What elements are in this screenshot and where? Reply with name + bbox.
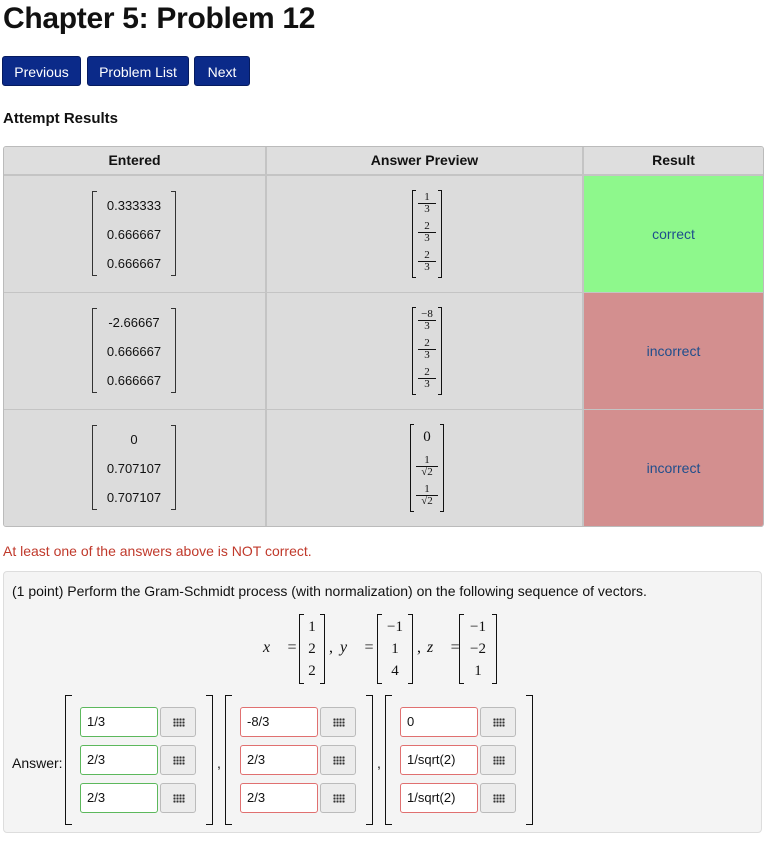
- answer-input[interactable]: 1/sqrt(2): [400, 745, 478, 775]
- vector-x: [299, 614, 325, 684]
- results-table: [3, 146, 764, 527]
- problem-box: [3, 571, 762, 833]
- vector-entry: 1: [474, 663, 482, 679]
- vector-z-label: z⃗ =: [427, 639, 461, 656]
- vector-entry: −1: [387, 619, 403, 635]
- preview-fraction: $\frac{1}{√2}$: [416, 455, 438, 478]
- answer-input[interactable]: -8/3: [240, 707, 318, 737]
- answer-matrix-2: [225, 695, 373, 825]
- vector-y: [377, 614, 413, 684]
- vector-entry: 1: [308, 619, 316, 635]
- answer-matrix-3: [385, 695, 533, 825]
- vector-z: [459, 614, 497, 684]
- result-cell: incorrect: [584, 293, 763, 409]
- answer-input[interactable]: 0: [400, 707, 478, 737]
- entered-value: 0: [130, 432, 138, 447]
- entered-value: 0.666667: [106, 373, 162, 388]
- vector-x-label: x⃗ =: [263, 639, 298, 656]
- col-entered-header: Entered: [4, 147, 267, 174]
- grid-icon[interactable]: [160, 745, 196, 775]
- previous-button[interactable]: Previous: [2, 56, 81, 86]
- preview-matrix: [416, 424, 438, 512]
- answer-input[interactable]: 2/3: [80, 745, 158, 775]
- answer-label: Answer:: [12, 755, 63, 771]
- answer-input[interactable]: 2/3: [240, 745, 318, 775]
- entered-value: 0.666667: [106, 256, 162, 271]
- col-preview-header: Answer Preview: [267, 147, 584, 174]
- entered-cell: [4, 410, 267, 526]
- preview-fraction: $\frac{2}{3}$: [418, 367, 436, 390]
- entered-matrix: [92, 308, 176, 393]
- preview-cell: [267, 293, 584, 409]
- separator: ,: [217, 755, 221, 771]
- next-button[interactable]: Next: [194, 56, 250, 86]
- entered-matrix: [92, 191, 176, 276]
- answer-input[interactable]: 1/sqrt(2): [400, 783, 478, 813]
- preview-cell: [267, 410, 584, 526]
- answer-input[interactable]: 1/3: [80, 707, 158, 737]
- vector-y-label: y⃗ =: [340, 639, 375, 656]
- grid-icon[interactable]: [480, 745, 516, 775]
- separator: ,: [377, 755, 381, 771]
- results-header-row: [4, 147, 763, 175]
- entered-value: 0.707107: [106, 461, 162, 476]
- col-result-header: Result: [584, 147, 763, 174]
- preview-fraction: $\frac{1}{√2}$: [416, 484, 438, 507]
- answer-input[interactable]: 2/3: [80, 783, 158, 813]
- attempt-results-heading: Attempt Results: [3, 110, 119, 127]
- problem-list-button[interactable]: Problem List: [87, 56, 189, 86]
- entered-value: 0.333333: [106, 198, 162, 213]
- grid-icon[interactable]: [160, 783, 196, 813]
- result-cell: incorrect: [584, 410, 763, 526]
- entered-value: 0.666667: [106, 227, 162, 242]
- table-row: [4, 292, 763, 409]
- preview-value: 0: [423, 429, 431, 445]
- preview-fraction: $\frac{2}{3}$: [418, 250, 436, 273]
- vector-entry: −1: [470, 619, 486, 635]
- preview-fraction: $\frac{2}{3}$: [418, 338, 436, 361]
- preview-matrix: [418, 307, 436, 395]
- problem-statement: (1 point) Perform the Gram-Schmidt process (with normalization) on the following sequence of vectors.: [12, 583, 647, 599]
- vector-entry: 2: [308, 663, 316, 679]
- vector-entry: −2: [470, 641, 486, 657]
- entered-value: -2.66667: [108, 315, 160, 330]
- incorrect-warning: At least one of the answers above is NOT correct.: [3, 543, 312, 559]
- grid-icon[interactable]: [320, 745, 356, 775]
- result-cell: correct: [584, 176, 763, 292]
- answer-input[interactable]: 2/3: [240, 783, 318, 813]
- entered-value: 0.707107: [106, 490, 162, 505]
- entered-value: 0.666667: [106, 344, 162, 359]
- table-row: [4, 175, 763, 292]
- preview-fraction: $\frac{-8}{3}$: [418, 309, 436, 332]
- separator: ,: [329, 639, 333, 656]
- preview-fraction: $\frac{1}{3}$: [418, 192, 436, 215]
- table-row: [4, 409, 763, 526]
- preview-cell: [267, 176, 584, 292]
- separator: ,: [417, 639, 421, 656]
- grid-icon[interactable]: [320, 783, 356, 813]
- grid-icon[interactable]: [480, 783, 516, 813]
- grid-icon[interactable]: [160, 707, 196, 737]
- grid-icon[interactable]: [320, 707, 356, 737]
- preview-matrix: [418, 190, 436, 278]
- page-title: Chapter 5: Problem 12: [3, 2, 316, 35]
- entered-matrix: [92, 425, 176, 510]
- vector-entry: 2: [308, 641, 316, 657]
- answer-matrix-1: [65, 695, 213, 825]
- grid-icon[interactable]: [480, 707, 516, 737]
- vector-entry: 4: [391, 663, 399, 679]
- vector-entry: 1: [391, 641, 399, 657]
- preview-fraction: $\frac{2}{3}$: [418, 221, 436, 244]
- entered-cell: [4, 293, 267, 409]
- entered-cell: [4, 176, 267, 292]
